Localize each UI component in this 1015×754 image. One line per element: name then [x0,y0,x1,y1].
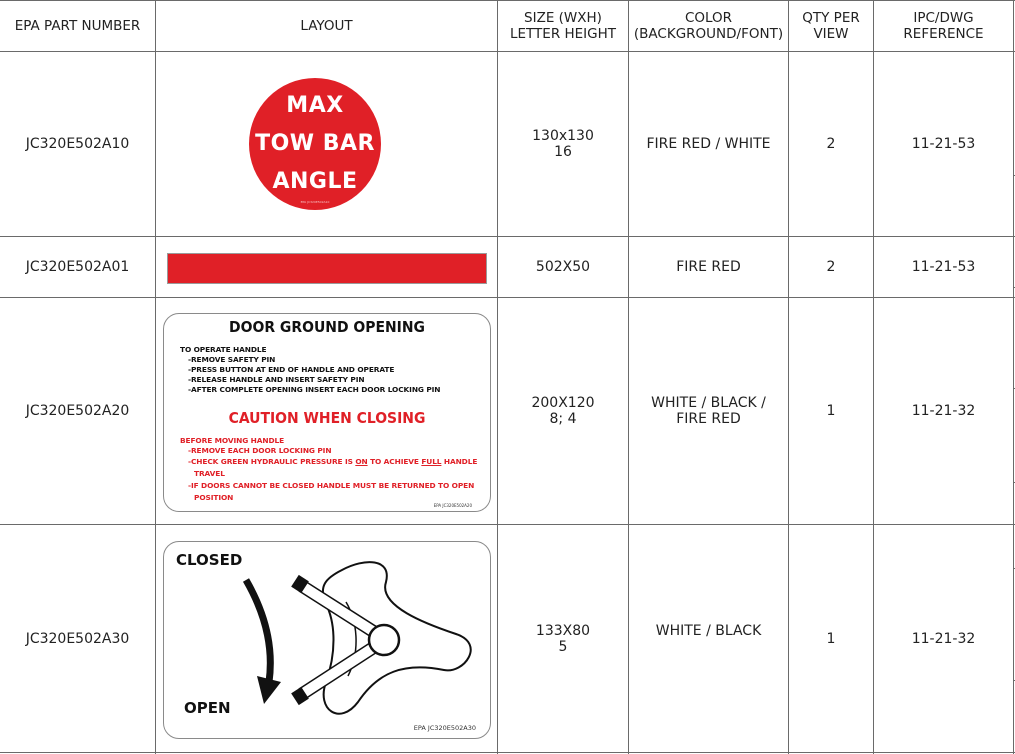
part-number-text: JC320E502A20 [25,403,130,419]
decal-instruction: -RELEASE HANDLE AND INSERT SAFETY PIN [188,375,365,384]
decal-instruction: -IF DOORS CANNOT BE CLOSED HANDLE MUST BE RETURNED TO OPEN [188,481,475,490]
header-qty-line1: QTY PER [802,9,860,26]
decal-part-code: EPA JC320E502A30 [413,724,476,732]
decal-instruction: -AFTER COMPLETE OPENING INSERT EACH DOOR LOCKING PIN [188,385,441,394]
header-part-number-text: EPA PART NUMBER [14,17,141,34]
decal-line: TOW BAR [255,131,375,156]
header-reference-line1: IPC/DWG [913,9,974,26]
row1-qty [789,52,873,236]
decal-caution-title: CAUTION WHEN CLOSING [228,409,426,427]
table-bottom-border [0,752,1015,753]
decal-text-part: FULL [421,457,442,466]
reference-text: 11-21-32 [911,403,976,419]
letter-height-text: 5 [558,638,568,655]
header-qty [789,0,873,51]
row2-reference [874,237,1013,297]
header-color-line1: COLOR [684,9,733,26]
door-ground-opening-decal [163,313,491,512]
decal-text-part: HANDLE [441,457,478,466]
row3-reference [874,298,1013,524]
size-text: 130x130 [532,128,594,144]
qty-text: 2 [826,136,836,152]
decal-instruction: -REMOVE EACH DOOR LOCKING PIN [188,446,332,455]
decal-line: MAX [286,93,344,118]
row4-part-number [0,525,155,752]
color-text: FIRE RED [676,259,741,275]
closed-label: CLOSED [176,551,243,569]
qty-text: 2 [826,259,836,275]
header-color-line2: (BACKGROUND/FONT) [633,25,784,42]
row4-reference [874,525,1013,752]
row3-qty [789,298,873,524]
row1-size [498,52,628,236]
header-reference [874,0,1013,51]
open-label: OPEN [184,699,231,717]
decal-instruction: TRAVEL [194,469,225,478]
qty-text: 1 [826,630,836,647]
header-layout [156,0,497,51]
row4-color [629,525,788,737]
closed-open-handle-decal [163,541,491,739]
decal-instruction: -REMOVE SAFETY PIN [188,355,276,364]
part-number-text: JC320E502A30 [25,630,130,647]
row2-part-number [0,237,155,297]
color-text: WHITE / BLACK / [651,395,766,411]
decal-part-code: EPA JC320E502A20 [433,503,472,508]
decal-line: ANGLE [272,169,358,194]
decal-instruction [188,457,477,466]
decal-instruction: -PRESS BUTTON AT END OF HANDLE AND OPERATE [188,365,395,374]
size-text: 133X80 [535,622,591,639]
header-color [629,0,788,51]
row1-part-number [0,52,155,236]
reference-text: 11-21-53 [911,136,976,152]
decal-text-part: TO ACHIEVE [367,457,422,466]
row3-size [498,298,628,524]
part-number-text: JC320E502A01 [25,259,130,275]
decal-fine-print: EPA JC320E502A10 [300,200,330,204]
header-size [498,0,628,51]
max-tow-bar-angle-decal [249,78,381,210]
column-divider [1013,0,1014,754]
row3-part-number [0,298,155,524]
decal-heading: TO OPERATE HANDLE [180,345,267,354]
letter-height-text: 16 [554,144,572,160]
header-size-line2: LETTER HEIGHT [509,25,617,42]
decal-title: DOOR GROUND OPENING [229,318,425,336]
decal-heading: BEFORE MOVING HANDLE [180,436,285,445]
color-text: FIRE RED [676,411,741,427]
row2-qty [789,237,873,297]
qty-text: 1 [826,403,836,419]
size-text: 200X120 [531,395,595,411]
row2-size [498,237,628,297]
header-qty-line2: VIEW [813,25,849,42]
size-text: 502X50 [535,259,591,275]
row4-qty [789,525,873,752]
handle-diagram-icon [164,542,490,738]
header-size-line1: SIZE (WXH) [524,9,602,26]
header-reference-line2: REFERENCE [903,25,984,42]
row1-reference [874,52,1013,236]
decal-instruction: POSITION [194,493,234,502]
fire-red-stripe-decal [167,253,487,284]
color-text: WHITE / BLACK [655,623,762,639]
row2-color [629,237,788,297]
reference-text: 11-21-53 [911,259,976,275]
row3-color [629,298,788,524]
decal-text-part: ON [355,457,368,466]
header-part-number [0,0,155,51]
row1-color [629,52,788,236]
color-text: FIRE RED / WHITE [646,136,771,152]
header-layout-text: LAYOUT [300,17,353,34]
reference-text: 11-21-32 [911,630,976,647]
column-divider [155,0,156,754]
part-number-text: JC320E502A10 [25,136,130,152]
decal-text-part: -CHECK GREEN HYDRAULIC PRESSURE IS [188,457,356,466]
letter-height-text: 8; 4 [549,411,577,427]
row4-size [498,525,628,752]
